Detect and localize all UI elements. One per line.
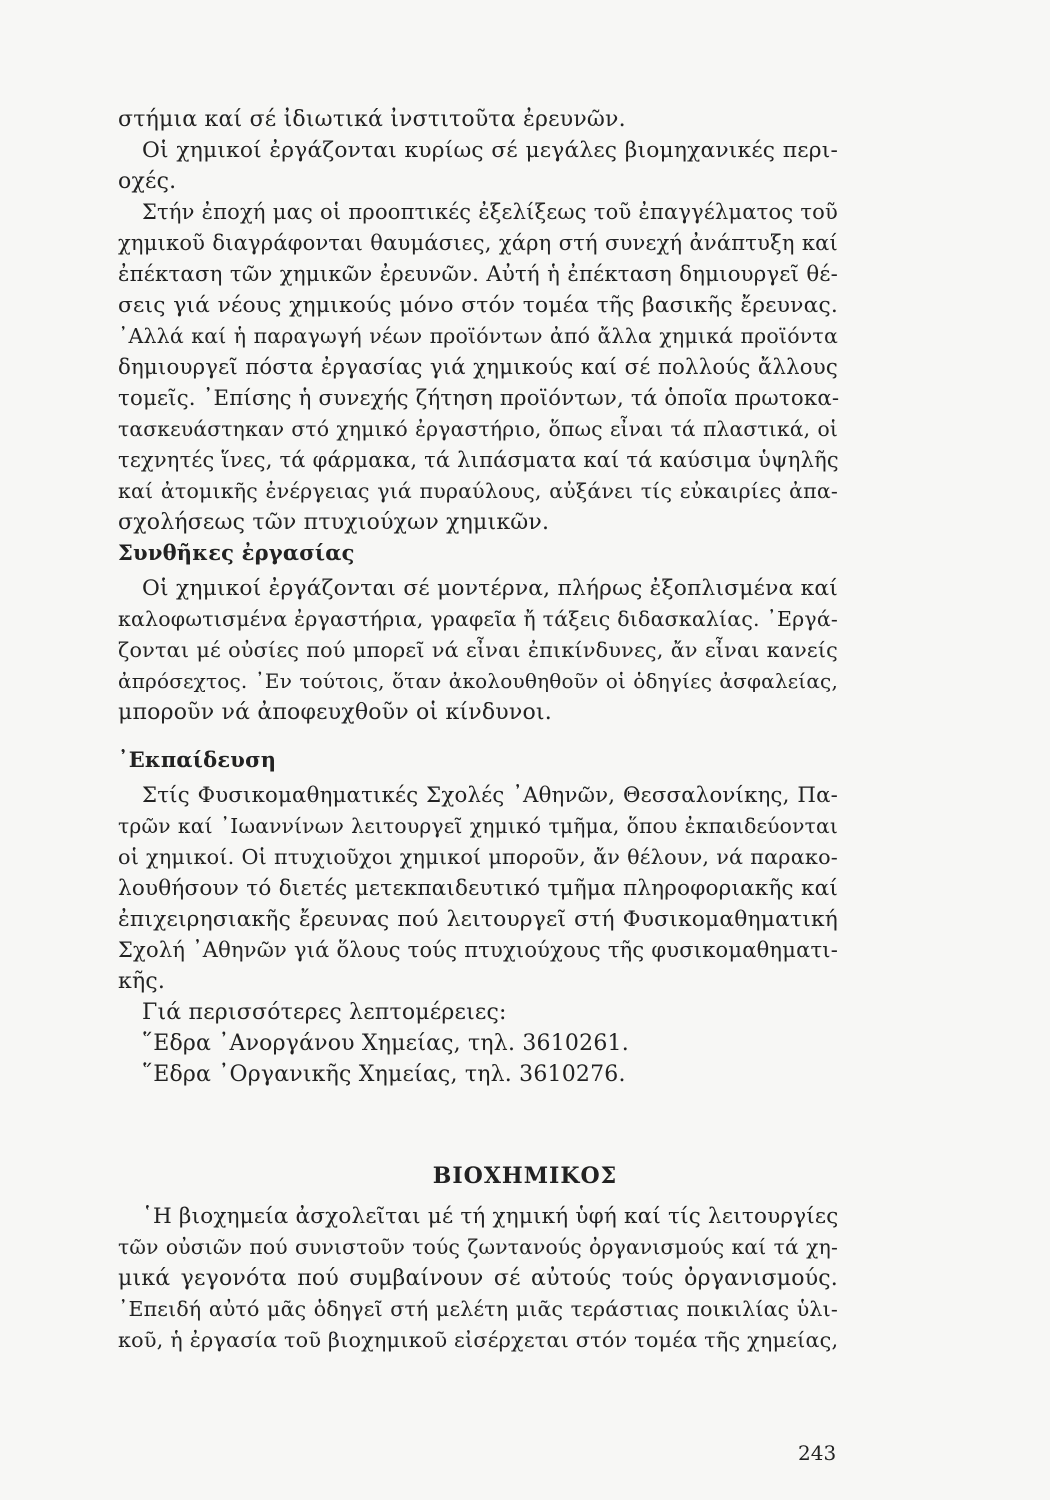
section-working-conditions [118, 537, 838, 728]
text-line: τομεῖς. ᾿Επίσης ἡ συνεχής ζήτηση προϊόντων, τά ὁποῖα πρωτοκα- [118, 386, 840, 411]
text-line: μικά γεγονότα πού συμβαίνουν σέ αὐτούς τούς ὀργανισμούς. [118, 1266, 838, 1291]
text-line: ᾿Αλλά καί ἡ παραγωγή νέων προϊόντων ἀπό ἄλλα χημικά προϊόντα [118, 324, 838, 348]
text-line: Στίς Φυσικομαθηματικές Σχολές ᾿Αθηνῶν, Θεσσαλονίκης, Πα- [142, 783, 838, 808]
text-line: Οἱ χημικοί ἐργάζονται σέ μοντέρνα, πλήρως ἐξοπλισμένα καί [142, 576, 838, 601]
text-line: καί ἀτομικῆς ἐνέργειας γιά πυραύλους, αὐξάνει τίς εὐκαιρίες ἀπα- [118, 479, 838, 503]
text-line: κοῦ, ἡ ἐργασία τοῦ βιοχημικοῦ εἰσέρχεται στόν τομέα τῆς χημείας, [118, 1328, 839, 1352]
text-line: λουθήσουν τό διετές μετεκπαιδευτικό τμῆμα πληροφοριακῆς καί [118, 876, 838, 901]
text-line: σχολήσεως τῶν πτυχιούχων χημικῶν. [118, 510, 550, 535]
text-line: Στήν ἐποχή μας οἱ προοπτικές ἐξελίξεως τοῦ ἐπαγγέλματος τοῦ [142, 200, 838, 224]
chapter-title: ΒΙΟΧΗΜΙΚΟΣ [432, 1163, 618, 1189]
section-heading: Συνθῆκες ἐργασίας [118, 540, 355, 565]
text-line: τεχνητές ἵνες, τά φάρμακα, τά λιπάσματα καί τά καύσιμα ὑψηλῆς [118, 448, 839, 472]
text-line: καλοφωτισμένα ἐργαστήρια, γραφεῖα ἤ τάξεις διδασκαλίας. ᾿Εργά- [118, 607, 838, 631]
section-biochemist [118, 1201, 838, 1356]
text-line: οχές. [118, 169, 177, 194]
text-line: ἐπέκταση τῶν χημικῶν ἐρευνῶν. Αὐτή ἡ ἐπέκταση δημιουργεῖ θέ- [118, 262, 838, 287]
text-line: δημιουργεῖ πόστα ἐργασίας γιά χημικούς καί σέ πολλούς ἄλλους [118, 355, 838, 380]
text-line: οἱ χημικοί. Οἱ πτυχιοῦχοι χημικοί μποροῦν, ἄν θέλουν, νά παρακο- [118, 845, 838, 869]
section-intro [118, 104, 838, 538]
text-line: χημικοῦ διαγράφονται θαυμάσιες, χάρη στή συνεχή ἀνάπτυξη καί [118, 231, 838, 255]
text-line: τασκευάστηκαν στό χημικό ἐργαστήριο, ὅπως εἶναι τά πλαστικά, οἱ [118, 417, 838, 441]
text-line: τρῶν καί ᾿Ιωαννίνων λειτουργεῖ χημικό τμῆμα, ὅπου ἐκπαιδεύονται [118, 814, 838, 838]
page-number: 243 [798, 1441, 837, 1465]
text-line: Σχολή ᾿Αθηνῶν γιά ὅλους τούς πτυχιούχους τῆς φυσικομαθηματι- [118, 938, 838, 962]
text-line: ῾Η βιοχημεία ἀσχολεῖται μέ τή χημική ὑφή καί τίς λειτουργίες [142, 1204, 839, 1229]
text-line: ᾿Επειδή αὐτό μᾶς ὁδηγεῖ στή μελέτη μιᾶς τεράστιας ποικιλίας ὑλι- [118, 1297, 838, 1321]
text-line: κῆς. [118, 969, 166, 994]
text-line: ζονται μέ οὐσίες πού μπορεῖ νά εἶναι ἐπικίνδυνες, ἄν εἶναι κανείς [118, 638, 838, 662]
text-line: Οἱ χημικοί ἐργάζονται κυρίως σέ μεγάλες βιομηχανικές περι- [142, 138, 838, 163]
section-education [118, 744, 838, 1090]
text-line: στήμια καί σέ ἰδιωτικά ἰνστιτοῦτα ἐρευνῶν. [118, 107, 626, 132]
text-line: ἀπρόσεχτος. ᾿Εν τούτοις, ὅταν ἀκολουθηθοῦν οἱ ὁδηγίες ἀσφαλείας, [118, 669, 838, 693]
contact-line: ῞Εδρα ᾿Ανοργάνου Χημείας, τηλ. 3610261. [142, 1031, 629, 1056]
text-line: ἐπιχειρησιακῆς ἔρευνας πού λειτουργεῖ στή Φυσικομαθηματική [118, 907, 838, 932]
text-line: τῶν οὐσιῶν πού συνιστοῦν τούς ζωντανούς ὀργανισμούς καί τά χη- [118, 1235, 838, 1259]
text-line: σεις γιά νέους χημικούς μόνο στόν τομέα τῆς βασικῆς ἔρευνας. [118, 293, 838, 318]
text-line: Γιά περισσότερες λεπτομέρειες: [142, 1000, 507, 1025]
section-heading: ᾿Εκπαίδευση [118, 747, 277, 772]
text-line: μποροῦν νά ἀποφευχθοῦν οἱ κίνδυνοι. [118, 700, 552, 725]
contact-line: ῞Εδρα ᾿Οργανικῆς Χημείας, τηλ. 3610276. [142, 1062, 626, 1087]
